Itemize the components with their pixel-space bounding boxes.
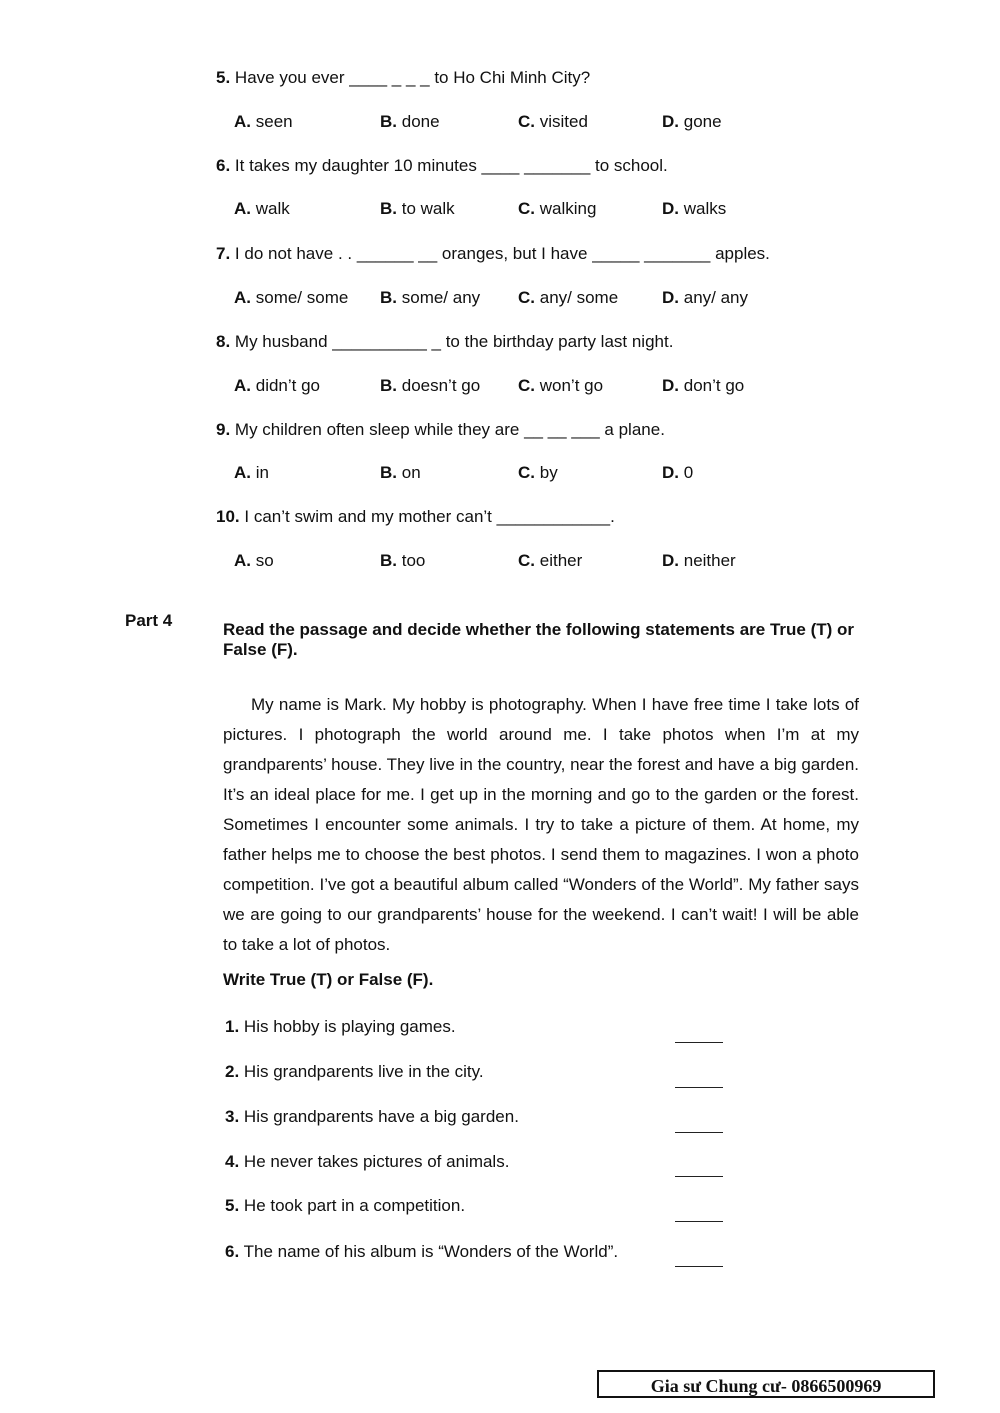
- options-question-7: [234, 288, 794, 312]
- option-c: C. by: [518, 463, 558, 482]
- question-text: Have you ever ____ _ _ _ to Ho Chi Minh City?: [234, 68, 591, 87]
- statement-6: 6. The name of his album is “Wonders of the World”.: [225, 1242, 619, 1261]
- question-text: It takes my daughter 10 minutes ____ _______ to school.: [234, 156, 668, 175]
- option-a: A. so: [234, 551, 274, 570]
- statement-2: 2. His grandparents live in the city.: [225, 1062, 484, 1081]
- option-d: D. don’t go: [662, 376, 745, 395]
- question-8: [216, 332, 673, 352]
- question-number: 6.: [216, 156, 231, 175]
- answer-blank-4[interactable]: [675, 1175, 723, 1177]
- statement-4: 4. He never takes pictures of animals.: [225, 1152, 510, 1171]
- write-true-false-heading: Write True (T) or False (F).: [223, 970, 434, 989]
- options-question-6: [234, 199, 794, 223]
- answer-blank-3[interactable]: [675, 1131, 723, 1133]
- option-a: A. walk: [234, 199, 290, 218]
- option-a: A. in: [234, 463, 269, 482]
- question-9: [216, 420, 665, 440]
- part-instructions: Read the passage and decide whether the following statements are True (T) or False (F).: [223, 620, 855, 659]
- option-a: A. some/ some: [234, 288, 349, 307]
- question-10: [216, 507, 615, 527]
- question-6: [216, 156, 668, 176]
- question-text: My children often sleep while they are __ __ ___ a plane.: [234, 420, 665, 439]
- option-b: B. doesn’t go: [380, 376, 481, 395]
- option-b: B. on: [380, 463, 421, 482]
- option-d: D. any/ any: [662, 288, 748, 307]
- option-d: D. 0: [662, 463, 694, 482]
- option-d: D. walks: [662, 199, 727, 218]
- option-c: C. visited: [518, 112, 588, 131]
- reading-passage: My name is Mark. My hobby is photography. When I have free time I take lots of pictures. I photograph the world around me. I take photos when I’m at my grandparents’ house. They live in the country, near the forest and have a big garden. It’s an ideal place for me. I get up in the morning and go to the garden or the forest. Sometimes I encounter some animals. I try to take a picture of them. At home, my father helps me to choose the best photos. I send them to magazines. I won a photo competition. I’ve got a beautiful album called “Wonders of the World”. My father says we are going to our grandparents’ house for the weekend. I can’t wait! I will be able to take a lot of photos.: [223, 695, 859, 954]
- question-number: 5.: [216, 68, 231, 87]
- option-a: A. seen: [234, 112, 293, 131]
- question-5: [216, 68, 590, 88]
- option-c: C. either: [518, 551, 583, 570]
- question-7: [216, 244, 770, 264]
- option-d: D. gone: [662, 112, 722, 131]
- options-question-8: [234, 376, 794, 400]
- question-number: 9.: [216, 420, 231, 439]
- option-b: B. to walk: [380, 199, 455, 218]
- option-b: B. some/ any: [380, 288, 481, 307]
- options-question-5: [234, 112, 794, 136]
- option-a: A. didn’t go: [234, 376, 321, 395]
- question-number: 7.: [216, 244, 231, 263]
- options-question-9: [234, 463, 794, 487]
- statement-1: 1. His hobby is playing games.: [225, 1017, 456, 1036]
- question-text: My husband __________ _ to the birthday party last night.: [234, 332, 674, 351]
- options-question-10: [234, 551, 794, 575]
- option-b: B. too: [380, 551, 426, 570]
- option-c: C. won’t go: [518, 376, 604, 395]
- option-c: C. walking: [518, 199, 597, 218]
- answer-blank-6[interactable]: [675, 1265, 723, 1267]
- question-text: I can’t swim and my mother can’t ____________.: [244, 507, 615, 526]
- option-b: B. done: [380, 112, 440, 131]
- footer-contact-box: Gia sư Chung cư- 0866500969: [597, 1370, 935, 1398]
- option-d: D. neither: [662, 551, 736, 570]
- question-text: I do not have . . ______ __ oranges, but I have _____ _______ apples.: [234, 244, 770, 263]
- answer-blank-2[interactable]: [675, 1086, 723, 1088]
- answer-blank-5[interactable]: [675, 1220, 723, 1222]
- option-c: C. any/ some: [518, 288, 619, 307]
- question-number: 8.: [216, 332, 231, 351]
- question-number: 10.: [216, 507, 240, 526]
- statement-5: 5. He took part in a competition.: [225, 1196, 466, 1215]
- statement-3: 3. His grandparents have a big garden.: [225, 1107, 519, 1126]
- answer-blank-1[interactable]: [675, 1041, 723, 1043]
- part-label: Part 4: [125, 611, 173, 630]
